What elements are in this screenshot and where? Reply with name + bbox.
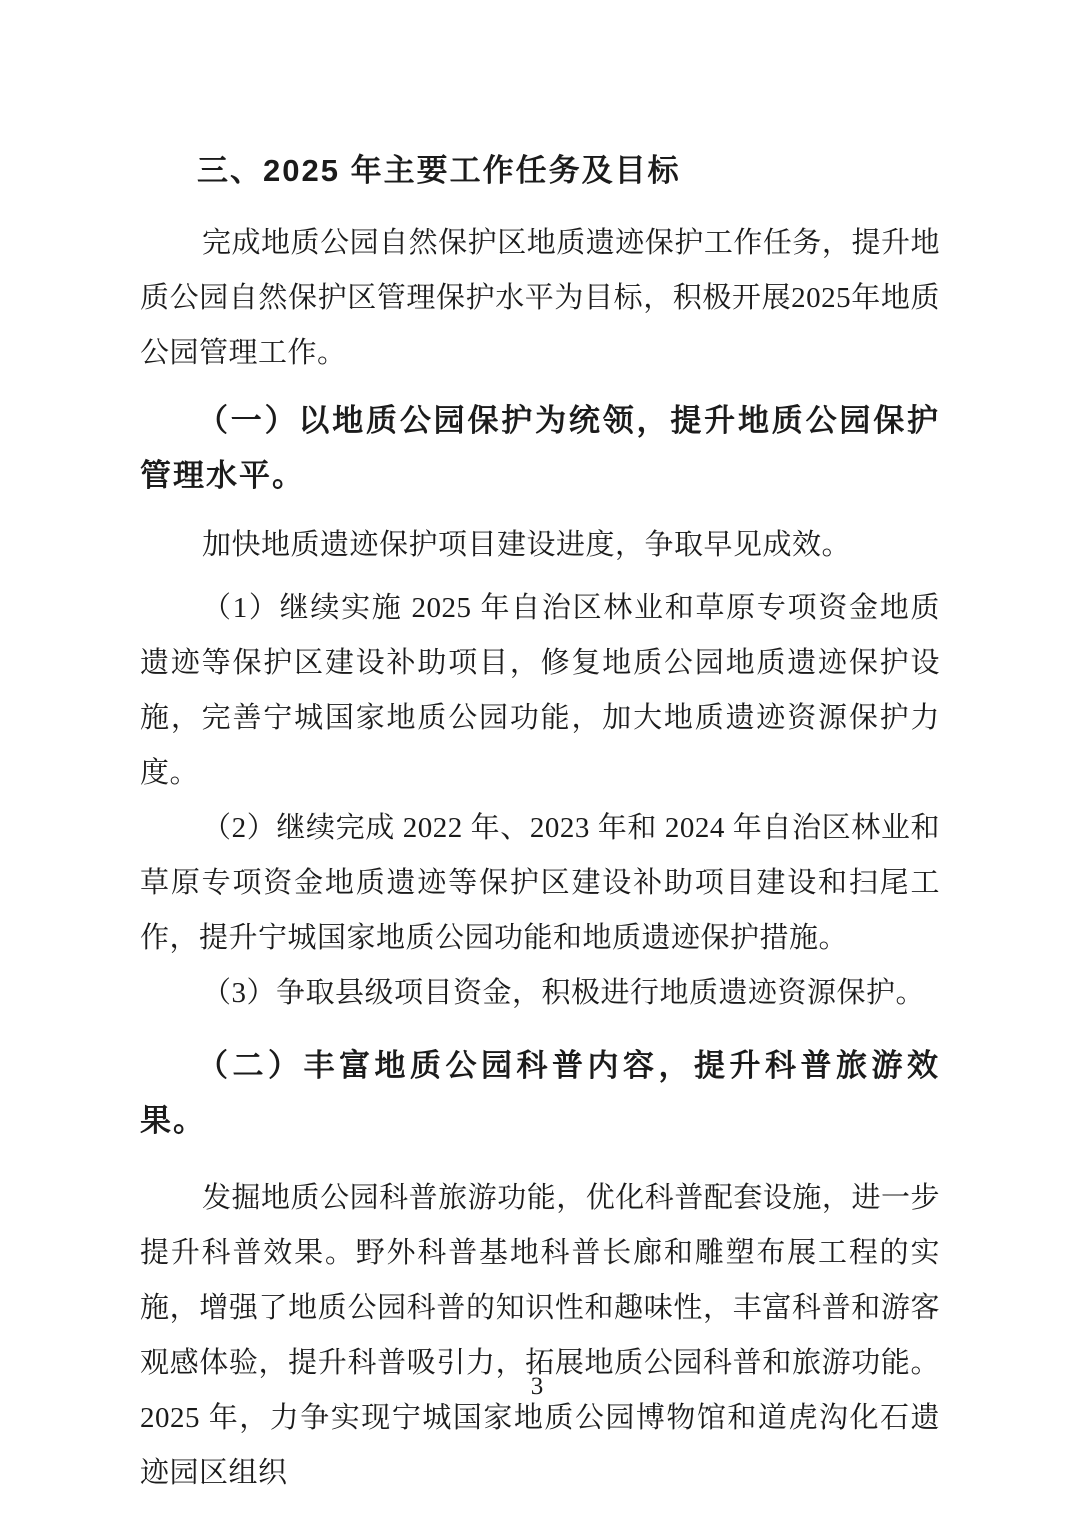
subsection-1-item-3: （3）争取县级项目资金，积极进行地质遗迹资源保护。: [202, 977, 926, 1009]
main-section-title: 三、2025 年主要工作任务及目标: [197, 153, 681, 188]
subsection-2-heading: （二）丰富地质公园科普内容，提升科普旅游效果。: [140, 1048, 940, 1138]
intro-paragraph: 完成地质公园自然保护区地质遗迹保护工作任务，提升地质公园自然保护区管理保护水平为目标，积极开展2025年地质公园管理工作。: [140, 227, 940, 369]
subsection-1-item-1: （1）继续实施 2025 年自治区林业和草原专项资金地质遗迹等保护区建设补助项目，修复地质公园地质遗迹保护设施，完善宁城国家地质公园功能，加大地质遗迹资源保护力度。: [140, 592, 940, 789]
subsection-1-lead-paragraph: 加快地质遗迹保护项目建设进度，争取早见成效。: [202, 529, 852, 561]
subsection-1-item-2: （2）继续完成 2022 年、2023 年和 2024 年自治区林业和草原专项资金地质遗迹等保护区建设补助项目建设和扫尾工作，提升宁城国家地质公园功能和地质遗迹保护措施。: [140, 812, 940, 954]
text-block: [140, 0, 940, 1501]
subsection-2-paragraph: 发掘地质公园科普旅游功能，优化科普配套设施，进一步提升科普效果。野外科普基地科普长廊和雕塑布展工程的实施，增强了地质公园科普的知识性和趣味性，丰富科普和游客观感体验，提升科普吸引力，拓展地质公园科普和旅游功能。2025 年，力争实现宁城国家地质公园博物馆和道虎沟化石遗迹园区组织: [140, 1182, 940, 1489]
subsection-1-heading: （一）以地质公园保护为统领，提升地质公园保护管理水平。: [140, 403, 940, 493]
page-number: 3: [530, 1373, 544, 1400]
